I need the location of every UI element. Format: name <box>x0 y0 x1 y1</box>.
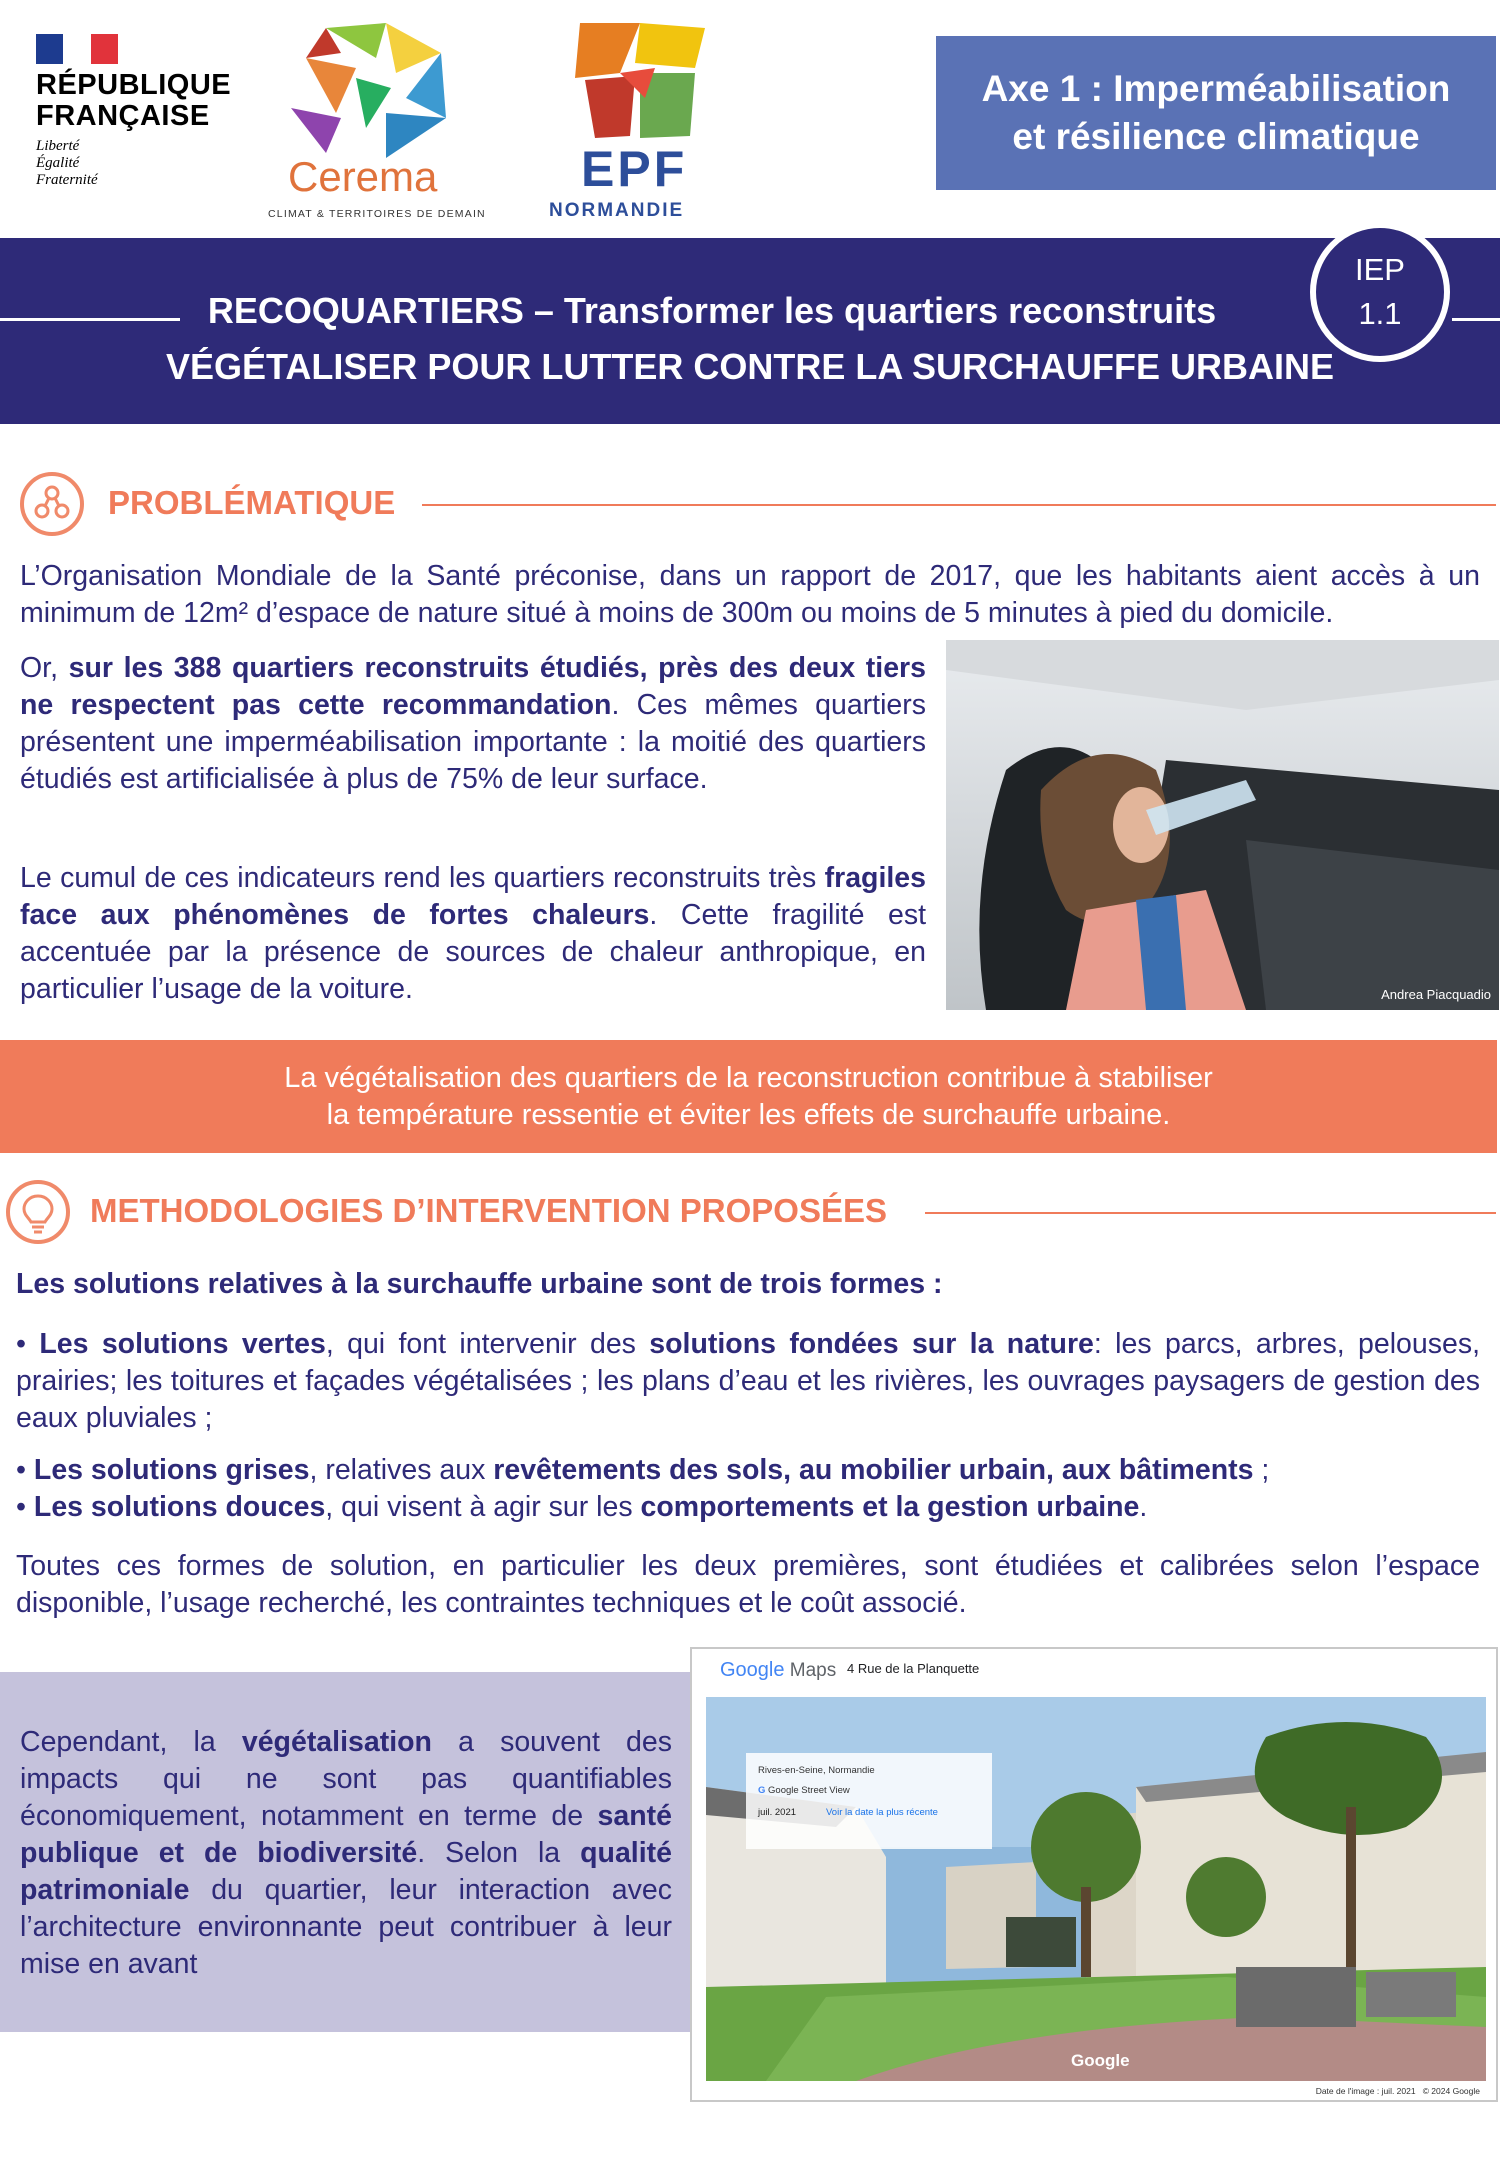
card-latest-link[interactable]: Voir la date la plus récente <box>826 1807 938 1818</box>
rf-motto <box>36 138 236 189</box>
woman-drinking-in-car-photo <box>946 640 1499 1010</box>
problematique-intro: L’Organisation Mondiale de la Santé préconise, dans un rapport de 2017, que les habitants aient accès à un minimum de 12m² d’espace de nature situé à moins de 300m ou moins de 5 minutes à pied du domicile. <box>20 560 1480 629</box>
cependant-paragraph: Cependant, la végétalisation a souvent des impacts qui ne sont pas quantifiables économiquement, notamment en terme de santé publique et de biodiversité. Selon la qualité patrimoniale du quartier, leur interaction avec l’architecture environnante peut contribuer à leur mise en avant <box>20 1726 672 1980</box>
methodologies-lead: Les solutions relatives à la surchauffe urbaine sont de trois formes : <box>16 1268 943 1300</box>
iep-badge-line1: IEP <box>1355 252 1405 287</box>
street-view-footer: Date de l'image : juil. 2021 © 2024 Google <box>1315 2086 1480 2096</box>
problematique-heading: PROBLÉMATIQUE <box>108 484 396 521</box>
street-view-address: 4 Rue de la Planquette <box>847 1661 980 1676</box>
google-g-icon: G <box>758 1785 766 1796</box>
highlight-band <box>0 1040 1497 1153</box>
banner-title-line1: RECOQUARTIERS – Transformer les quartiers reconstruits <box>207 290 1217 331</box>
axe-label-box <box>936 36 1496 190</box>
card-date: juil. 2021 <box>758 1807 797 1818</box>
republique-francaise-logo <box>36 34 236 204</box>
bullet-solutions-vertes: • Les solutions vertes, qui font intervenir des solutions fondées sur la nature: les parcs, arbres, pelouses, prairies; les toitures et façades végétalisées ; les plans d’eau et les rivières, les ouvrages paysagers de gestion des eaux pluviales ; <box>16 1328 1480 1434</box>
google-maps-brand: Google Maps <box>720 1659 837 1681</box>
cerema-name: Cerema <box>288 153 438 200</box>
google-watermark: Google <box>1071 2051 1130 2070</box>
card-source: G Google Street View <box>758 1785 850 1796</box>
iep-badge-line2: 1.1 <box>1358 296 1402 331</box>
card-place: Rives-en-Seine, Normandie <box>758 1765 875 1776</box>
problematique-paragraph-2: Or, sur les 388 quartiers reconstruits étudiés, près des deux tiers ne respectent pas cette recommandation. Ces mêmes quartiers présentent une imperméabilisation importante : la moitié des quartiers étudiés est artificialisée à plus de 75% de leur surface. <box>20 652 926 795</box>
epf-name: EPF <box>581 141 688 197</box>
methodologies-heading: METHODOLOGIES D’INTERVENTION PROPOSÉES <box>90 1192 887 1229</box>
french-flag-icon <box>36 34 118 64</box>
cerema-tagline: CLIMAT & TERRITOIRES DE DEMAIN <box>268 208 486 220</box>
lightbulb-icon <box>6 1180 70 1244</box>
street-view-info-card <box>746 1753 992 1849</box>
cerema-logo <box>266 18 486 220</box>
methodologies-rule <box>925 1212 1496 1214</box>
epf-emblem-icon <box>545 18 735 143</box>
rf-title-line1: RÉPUBLIQUE <box>36 69 232 101</box>
rf-motto-liberte: Liberté <box>36 138 80 154</box>
rf-motto-fraternite: Fraternité <box>36 172 98 188</box>
highlight-line2: la température ressentie et éviter les effets de surchauffe urbaine. <box>326 1098 1171 1131</box>
photo-credit: Andrea Piacquadio <box>1381 987 1491 1002</box>
epf-sub: NORMANDIE <box>549 200 685 221</box>
axe-line1: Axe 1 : Imperméabilisation <box>981 68 1451 109</box>
bullet-solutions-grises: • Les solutions grises, relatives aux revêtements des sols, au mobilier urbain, aux bâtiments ; <box>16 1454 1270 1486</box>
street-view-screenshot <box>690 1647 1498 2102</box>
street-view-photo <box>706 1697 1486 2081</box>
axe-line2: et résilience climatique <box>1012 116 1420 157</box>
network-nodes-icon <box>20 472 84 536</box>
rf-title-line2: FRANÇAISE <box>36 100 210 132</box>
problematique-paragraph-3: Le cumul de ces indicateurs rend les quartiers reconstruits très fragiles face aux phénomènes de fortes chaleurs. Cette fragilité est accentuée par la présence de sources de chaleur anthropique, en particulier l’usage de la voiture. <box>20 862 927 1005</box>
cerema-emblem-icon <box>266 18 476 158</box>
rf-motto-egalite: Égalité <box>36 155 80 171</box>
problematique-rule <box>422 504 1496 506</box>
highlight-line1: La végétalisation des quartiers de la reconstruction contribue à stabiliser <box>284 1061 1213 1094</box>
title-banner <box>0 238 1500 424</box>
methodologies-closing: Toutes ces formes de solution, en particulier les deux premières, sont étudiées et calibrées selon l’espace disponible, l’usage recherché, les contraintes techniques et le coût associé. <box>16 1550 1480 1619</box>
epf-normandie-logo <box>545 18 735 221</box>
bullet-solutions-douces: • Les solutions douces, qui visent à agir sur les comportements et la gestion urbaine. <box>16 1491 1148 1523</box>
banner-title-line2: VÉGÉTALISER POUR LUTTER CONTRE LA SURCHAUFFE URBAINE <box>165 346 1334 387</box>
iep-badge <box>1310 222 1450 362</box>
